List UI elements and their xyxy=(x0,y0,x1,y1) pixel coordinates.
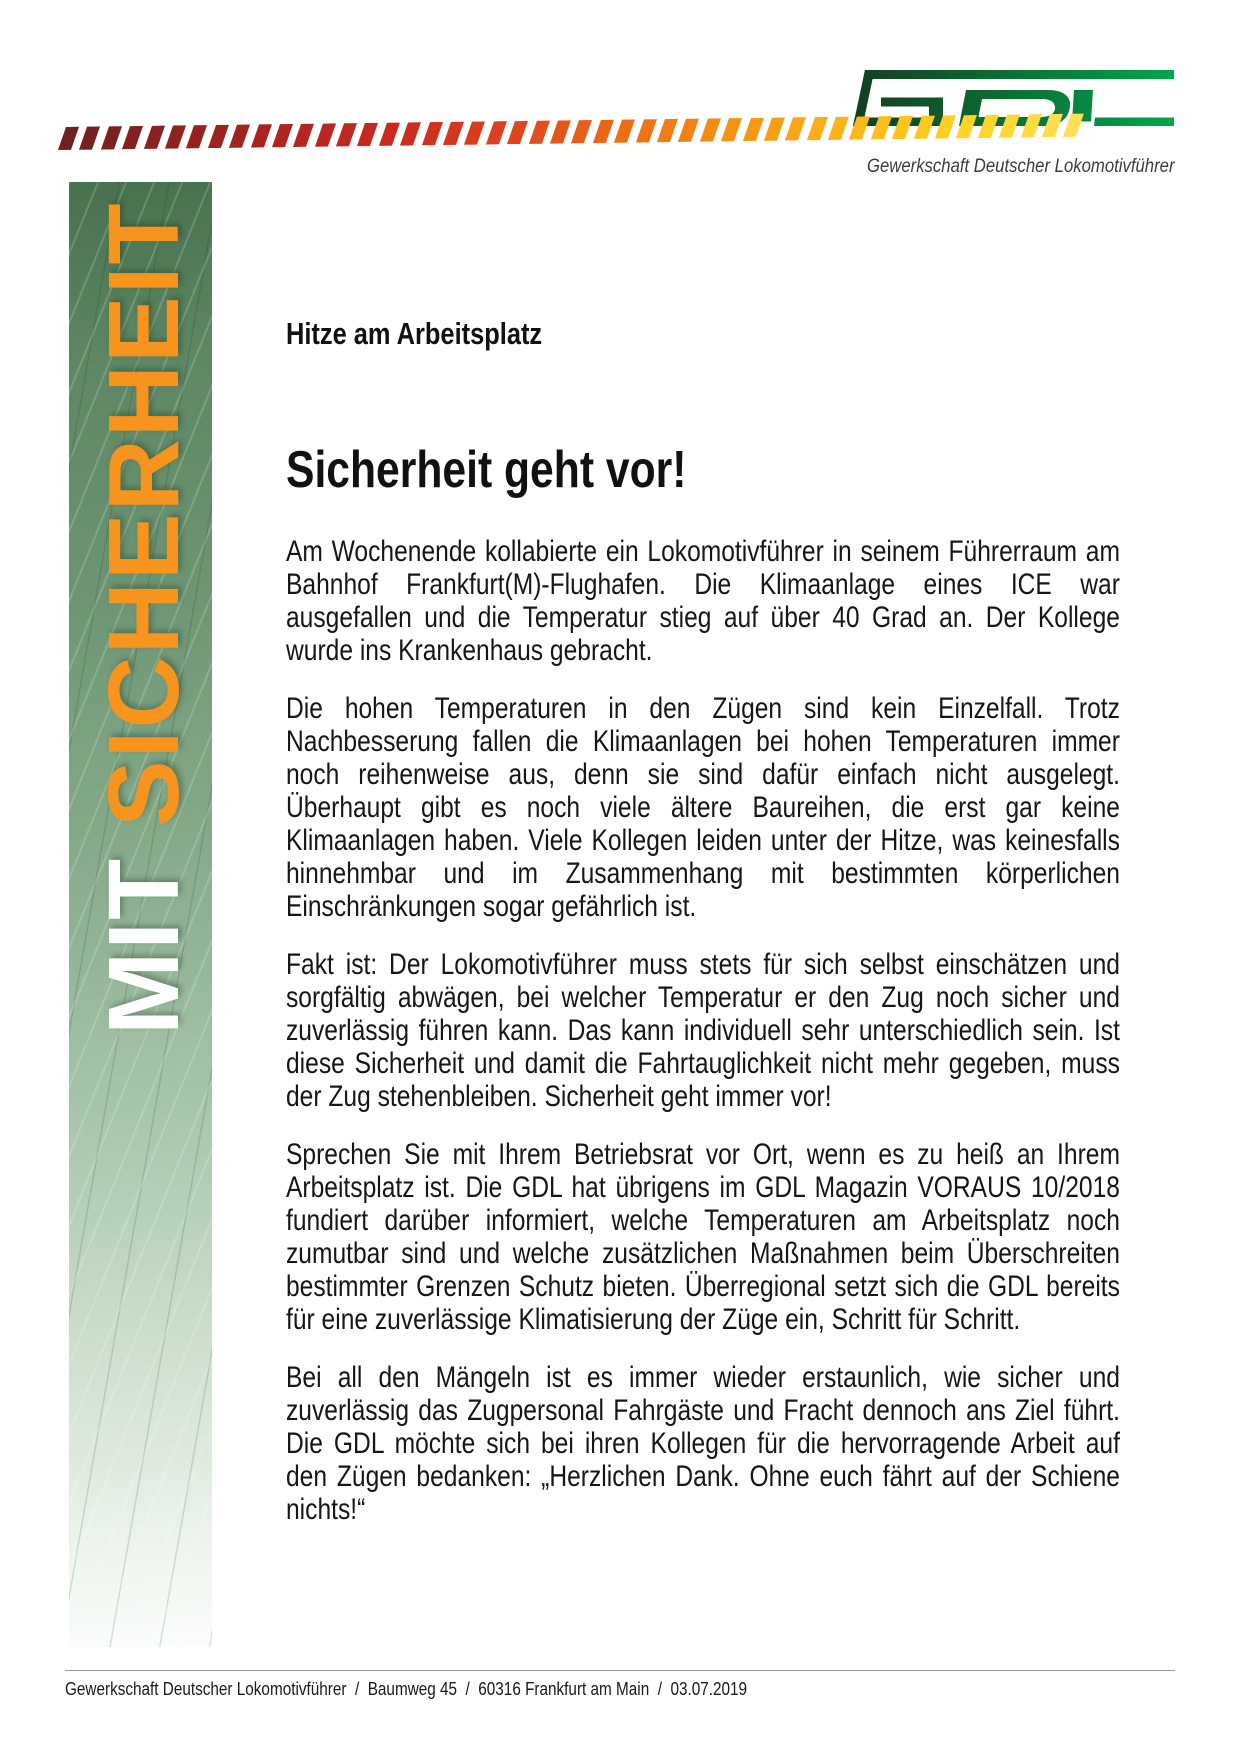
sidebar-slogan-sicherheit: SICHERHEIT xyxy=(88,201,200,828)
stripe-chevron xyxy=(935,115,956,138)
stripe-chevron xyxy=(678,119,699,142)
article-paragraph-3: Fakt ist: Der Lokomotivführer muss stets für sich selbst einschätzen und sorgfältig abwägen, bei welcher Temperatur er den Zug noch sicher und zuverlässig führen kann. Das kann individuell sehr unterschiedlich sein. Ist diese Sicherheit und damit die Fahrtauglichkeit nicht mehr gegeben, muss der Zug stehenbleiben. Sicherheit geht immer vor! xyxy=(286,948,1120,1113)
stripe-chevron xyxy=(721,118,742,141)
stripe-chevron xyxy=(849,116,870,139)
stripe-chevron xyxy=(764,118,785,141)
article-headline: Sicherheit geht vor! xyxy=(286,441,687,499)
stripe-chevron xyxy=(529,121,550,144)
stripe-chevron xyxy=(272,124,293,147)
stripe-chevron xyxy=(400,122,421,145)
stripe-chevron xyxy=(208,125,229,148)
stripe-chevron xyxy=(464,121,485,144)
org-tagline: Gewerkschaft Deutscher Lokomotivführer xyxy=(867,156,1175,177)
footer-divider xyxy=(65,1670,1175,1671)
article-paragraph-1: Am Wochenende kollabierte ein Lokomotivführer in seinem Führerraum am Bahnhof Frankfurt(M)-Flughafen. Die Klimaanlage eines ICE war ausgefallen und die Temperatur stieg auf über 40 Grad an. Der Kollege wurde ins Krankenhaus gebracht. xyxy=(286,535,1120,667)
stripe-chevron xyxy=(293,124,314,147)
article-paragraph-5: Bei all den Mängeln ist es immer wieder erstaunlich, wie sicher und zuverlässig das Zugpersonal Fahrgäste und Fracht dennoch ans Ziel führt. Die GDL möchte sich bei ihren Kollegen für die hervorragende Arbeit auf den Zügen bedanken: „Herzlichen Dank. Ohne euch fährt auf der Schiene nichts!“ xyxy=(286,1361,1120,1526)
stripe-chevron xyxy=(614,119,635,142)
stripe-chevron xyxy=(250,124,271,147)
sidebar-slogan-mit: MIT xyxy=(88,827,200,1035)
stripe-chevron xyxy=(657,119,678,142)
stripe-chevron xyxy=(486,121,507,144)
footer-text: Gewerkschaft Deutscher Lokomotivführer / Baumweg 45 / 60316 Frankfurt am Main / 03.07.2019 xyxy=(65,1679,748,1699)
stripe-chevron xyxy=(571,120,592,143)
stripe-chevron xyxy=(914,116,935,139)
stripe-chevron xyxy=(144,126,165,149)
stripe-chevron xyxy=(101,126,122,149)
stripe-chevron xyxy=(871,116,892,139)
stripe-chevron xyxy=(507,121,528,144)
stripe-chevron xyxy=(550,120,571,143)
stripe-chevron xyxy=(315,123,336,146)
stripe-chevron xyxy=(357,123,378,146)
stripe-chevron xyxy=(978,115,999,138)
stripe-chevron xyxy=(700,118,721,141)
stripe-chevron xyxy=(79,126,100,149)
stripe-chevron xyxy=(828,117,849,140)
sidebar-banner xyxy=(69,182,212,1647)
stripe-chevron xyxy=(1042,114,1063,137)
stripe-chevron xyxy=(892,116,913,139)
stripe-chevron xyxy=(593,120,614,143)
stripe-band xyxy=(62,114,1081,150)
stripe-chevron xyxy=(999,114,1020,137)
article-kicker: Hitze am Arbeitsplatz xyxy=(286,316,543,351)
stripe-chevron xyxy=(635,119,656,142)
stripe-chevron xyxy=(1020,114,1041,137)
stripe-chevron xyxy=(785,117,806,140)
stripe-chevron xyxy=(186,125,207,148)
stripe-chevron xyxy=(443,122,464,145)
stripe-chevron xyxy=(336,123,357,146)
sidebar-slogan xyxy=(88,201,200,1035)
article-paragraph-2: Die hohen Temperaturen in den Zügen sind kein Einzelfall. Trotz Nachbesserung fallen die Klimaanlagen bei hohen Temperaturen immer noch reihenweise aus, denn sie sind dafür einfach nicht ausgelegt. Überhaupt gibt es noch viele ältere Baureihen, die erst gar keine Klimaanlagen haben. Viele Kollegen leiden unter der Hitze, was keinesfalls hinnehmbar und im Zusammenhang mit bestimmten körperlichen Einschränkungen sogar gefährlich ist. xyxy=(286,692,1120,923)
stripe-chevron xyxy=(956,115,977,138)
stripe-chevron xyxy=(379,123,400,146)
stripe-chevron xyxy=(165,125,186,148)
stripe-chevron xyxy=(422,122,443,145)
stripe-chevron xyxy=(807,117,828,140)
stripe-chevron xyxy=(58,127,79,150)
article-paragraph-4: Sprechen Sie mit Ihrem Betriebsrat vor Ort, wenn es zu heiß an Ihrem Arbeitsplatz ist. Die GDL hat übrigens im GDL Magazin VORAUS 10/2018 fundiert darüber informiert, welche Temperaturen am Arbeitsplatz noch zumutbar sind und welche zusätzlichen Maßnahmen beim Überschreiten bestimmter Grenzen Schutz bieten. Überregional setzt sich die GDL bereits für eine zuverlässige Klimatisierung der Züge ein, Schritt für Schritt. xyxy=(286,1138,1120,1336)
article xyxy=(286,316,1120,1551)
stripe-chevron xyxy=(122,126,143,149)
stripe-chevron xyxy=(229,125,250,148)
stripe-chevron xyxy=(742,118,763,141)
